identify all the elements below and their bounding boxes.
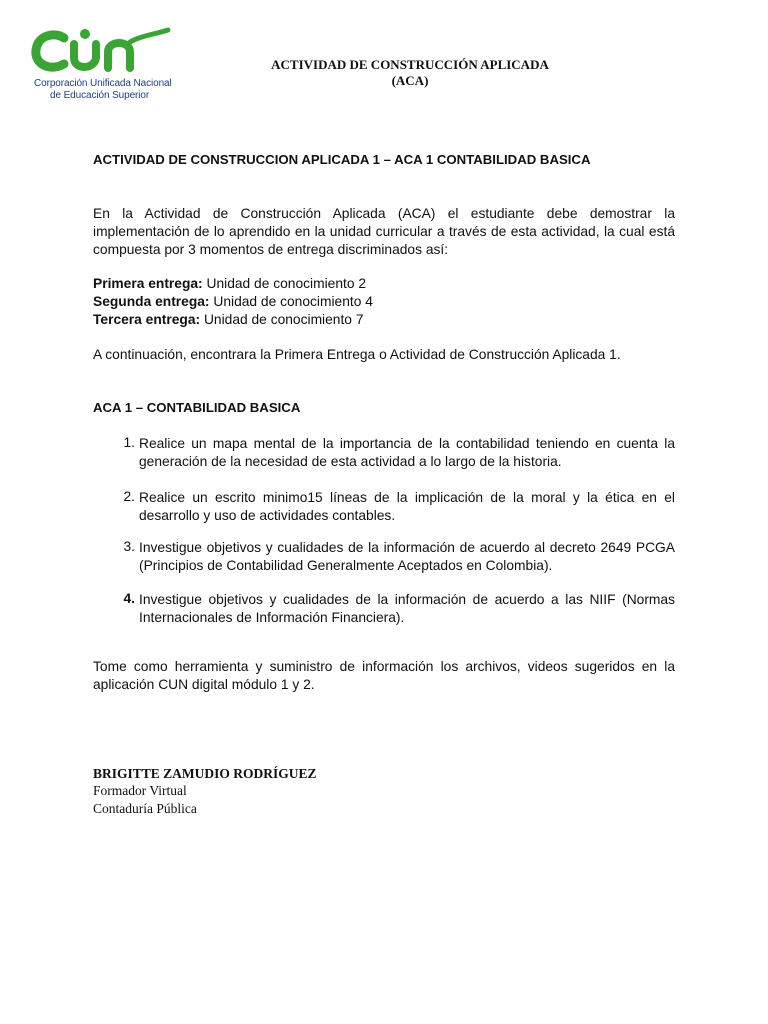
- closing-paragraph: Tome como herramienta y suministro de información los archivos, videos sugeridos en la aplicación CUN digital módulo 1 y 2.: [93, 659, 675, 692]
- logo-text-line2: de Educación Superior: [50, 90, 150, 101]
- task-number: 2.: [123, 489, 135, 504]
- delivery-value: Unidad de conocimiento 4: [213, 294, 373, 309]
- section-title: ACA 1 – CONTABILIDAD BASICA: [93, 400, 301, 415]
- cun-logo-mark: [28, 26, 178, 78]
- delivery-label: Primera entrega:: [93, 276, 203, 291]
- signature-program: Contaduría Pública: [93, 801, 197, 816]
- task-number: 3.: [123, 539, 135, 554]
- signature-role: Formador Virtual: [93, 783, 187, 798]
- task-number: 1.: [123, 435, 135, 450]
- delivery-item: [93, 276, 366, 291]
- header-subtitle: (ACA): [391, 73, 429, 88]
- delivery-label: Segunda entrega:: [93, 294, 210, 309]
- intro-paragraph: En la Actividad de Construcción Aplicada (ACA) el estudiante debe demostrar la implementación de lo aprendido en la unidad curricular a través de esta actividad, la cual está compuesta por 3 momentos de entrega discriminados así:: [93, 206, 675, 257]
- task-text: Investigue objetivos y cualidades de la información de acuerdo a las NIIF (Normas Internacionales de Información Financiera).: [139, 592, 675, 625]
- task-text: Realice un mapa mental de la importancia de la contabilidad teniendo en cuenta la generación de la necesidad de esta actividad a lo largo de la historia.: [139, 436, 675, 469]
- delivery-item: [93, 294, 373, 309]
- delivery-value: Unidad de conocimiento 2: [206, 276, 367, 291]
- delivery-item: [93, 312, 364, 327]
- cun-logo: [28, 26, 178, 102]
- task-number: 4.: [123, 591, 135, 606]
- header-title: ACTIVIDAD DE CONSTRUCCIÓN APLICADA: [271, 57, 549, 72]
- task-text: Investigue objetivos y cualidades de la información de acuerdo al decreto 2649 PCGA (Principios de Contabilidad Generalmente Aceptados en Colombia).: [139, 540, 675, 573]
- logo-text-line1: Corporación Unificada Nacional: [34, 78, 172, 89]
- signature-name: BRIGITTE ZAMUDIO RODRÍGUEZ: [93, 766, 317, 781]
- document-title: ACTIVIDAD DE CONSTRUCCION APLICADA 1 – ACA 1 CONTABILIDAD BASICA: [93, 152, 591, 167]
- continuation-text: A continuación, encontrara la Primera Entrega o Actividad de Construcción Aplicada 1.: [93, 347, 621, 362]
- task-text: Realice un escrito minimo15 líneas de la implicación de la moral y la ética en el desarrollo y uso de actividades contables.: [139, 490, 675, 523]
- delivery-value: Unidad de conocimiento 7: [203, 312, 364, 327]
- delivery-label: Tercera entrega:: [93, 312, 201, 327]
